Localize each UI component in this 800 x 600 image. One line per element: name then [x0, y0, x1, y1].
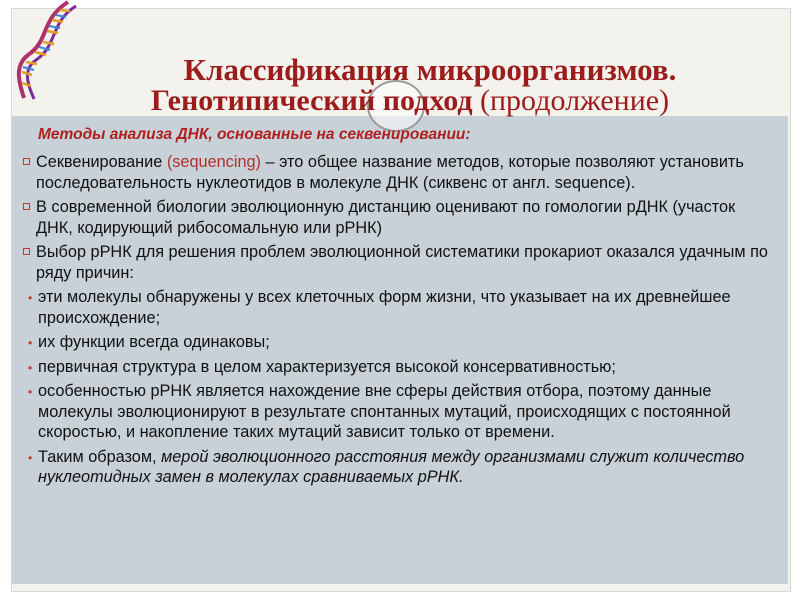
- english-term: (sequencing): [166, 153, 261, 171]
- section-subtitle: Методы анализа ДНК, основанные на секвенировании:: [38, 126, 471, 143]
- list-item: • особенностью рРНК является нахождение вне сферы действия отбора, поэтому данные молекулы эволюционируют в результате спонтанных мутаций, происходящих с постоянной скоростью, и накопление таких мутаций зависит только от времени.: [28, 382, 731, 441]
- square-bullet-icon: [23, 158, 30, 165]
- list-item: Секвенирование (sequencing) – это общее название методов, которые позволяют установить последовательность нуклеотидов в молекуле ДНК (сиквенс от англ. sequence).: [22, 152, 772, 193]
- conclusion-italic: мерой эволюционного расстояния между организмами служит количество нуклеотидных замен в молекулах сравниваемых рРНК.: [38, 447, 745, 486]
- square-bullet-icon: [23, 203, 30, 210]
- title-normal-part: (продолжение): [472, 84, 670, 117]
- dot-bullet-icon: •: [28, 291, 33, 305]
- list-item: В современной биологии эволюционную дистанцию оценивают по гомологии рДНК (участок ДНК, кодирующий рибосомальную или рРНК): [22, 197, 772, 238]
- dot-bullet-icon: •: [28, 360, 33, 375]
- list-item: • Таким образом, мерой эволюционного расстояния между организмами служит количество нуклеотидных замен в молекулах сравниваемых рРНК.: [28, 447, 745, 486]
- dot-bullet-icon: •: [28, 336, 33, 350]
- slide-title-line1: Классификация микроорганизмов.: [183, 52, 677, 87]
- dot-bullet-icon: •: [28, 385, 33, 399]
- title-bold-part: Генотипический подход: [150, 84, 473, 117]
- list-item: • их функции всегда одинаковы;: [28, 333, 270, 351]
- list-item: Выбор рРНК для решения проблем эволюционной систематики прокариот оказался удачным по ряду причин:: [22, 242, 772, 283]
- dot-bullet-icon: •: [28, 450, 33, 465]
- list-item: • эти молекулы обнаружены у всех клеточных форм жизни, что указывает на их древнейшее происхождение;: [28, 288, 731, 327]
- bullet-list: [22, 152, 772, 492]
- square-bullet-icon: [23, 248, 30, 255]
- slide-title-line2: [10, 84, 800, 118]
- list-item: • первичная структура в целом характеризуется высокой консервативностью;: [28, 357, 616, 376]
